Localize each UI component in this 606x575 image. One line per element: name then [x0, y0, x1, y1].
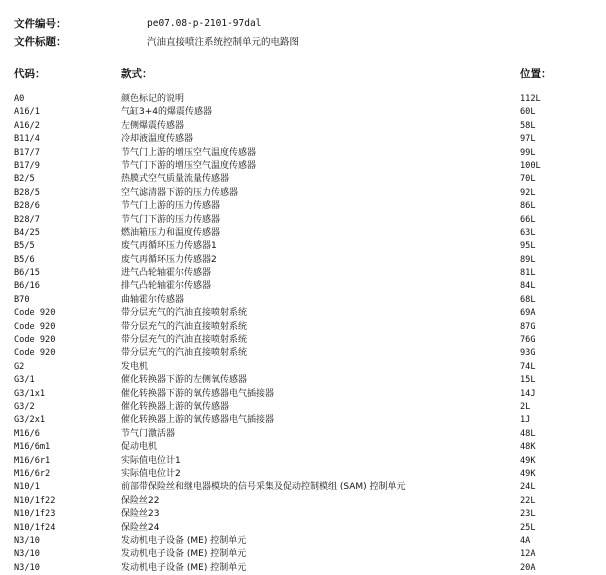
component-description: 左侧爆震传感器 — [121, 120, 185, 131]
component-description: 促动电机 — [121, 442, 158, 453]
component-code: M16/6r2 — [14, 468, 51, 479]
component-code: B70 — [14, 294, 30, 305]
component-position: 24L — [520, 482, 536, 493]
component-position: 1J — [520, 415, 531, 426]
component-code: B28/7 — [14, 214, 40, 225]
component-code: G2 — [14, 361, 25, 372]
component-position: 93G — [520, 348, 536, 359]
list-item — [14, 200, 606, 213]
list-item — [14, 548, 606, 561]
list-item — [14, 508, 606, 521]
component-description: 催化转换器下游的左侧氧传感器 — [121, 375, 248, 386]
list-item — [14, 187, 606, 200]
list-item — [14, 227, 606, 240]
component-position: 92L — [520, 187, 536, 198]
component-code: Code 920 — [14, 348, 56, 359]
component-position: 95L — [520, 241, 536, 252]
component-position: 86L — [520, 201, 536, 212]
component-position: 99L — [520, 147, 536, 158]
component-position: 48L — [520, 428, 536, 439]
component-description: 排气凸轮轴霍尔传感器 — [121, 281, 212, 292]
component-position: 49K — [520, 455, 536, 466]
component-code: A16/2 — [14, 120, 40, 131]
column-header-pos: 位置： — [520, 68, 552, 80]
component-description: 催化转换器上游的氧传感器电气插接器 — [121, 415, 275, 426]
component-description: 空气滤清器下游的压力传感器 — [121, 187, 239, 198]
component-description: 节气门激活器 — [121, 428, 176, 439]
component-description: 颜色标记的说明 — [121, 94, 185, 104]
component-position: 48K — [520, 442, 536, 453]
component-position: 14J — [520, 388, 536, 399]
component-position: 87G — [520, 321, 536, 332]
column-header-code: 代码： — [14, 68, 46, 80]
doc-number-value: pe07.08-p-2101-97dal — [147, 17, 262, 29]
list-item — [14, 147, 606, 160]
list-item — [14, 347, 606, 360]
component-description: 前部带保险丝和继电器模块的信号采集及促动控制模组 (SAM) 控制单元 — [121, 482, 406, 493]
component-position: 81L — [520, 268, 536, 279]
list-item — [14, 562, 606, 575]
component-position: 20A — [520, 562, 536, 573]
component-position: 97L — [520, 134, 536, 145]
component-list — [14, 93, 606, 575]
component-description: 带分层充气的汽油直接喷射系统 — [121, 335, 248, 346]
component-position: 84L — [520, 281, 536, 292]
component-code: B6/15 — [14, 268, 40, 279]
list-item — [14, 294, 606, 307]
doc-title-value: 汽油直接喷注系统控制单元的电路图 — [147, 37, 300, 48]
component-code: N10/1 — [14, 482, 40, 493]
component-code: B5/6 — [14, 254, 35, 265]
list-item — [14, 254, 606, 267]
component-code: B11/4 — [14, 134, 40, 145]
doc-number-row — [14, 14, 299, 32]
component-code: G3/2 — [14, 401, 35, 412]
component-position: 4A — [520, 535, 531, 546]
component-position: 76G — [520, 335, 536, 346]
component-description: 保险丝24 — [121, 522, 160, 533]
component-code: M16/6 — [14, 428, 40, 439]
component-description: 发动机电子设备 (ME) 控制单元 — [121, 535, 247, 546]
component-code: G3/2x1 — [14, 415, 46, 426]
component-description: 催化转换器下游的氧传感器电气插接器 — [121, 388, 275, 399]
list-item — [14, 401, 606, 414]
doc-number-label: 文件编号： — [14, 17, 67, 30]
component-description: 节气门下游的压力传感器 — [121, 214, 221, 225]
component-position: 100L — [520, 160, 541, 171]
list-item — [14, 280, 606, 293]
list-item — [14, 388, 606, 401]
list-item — [14, 455, 606, 468]
component-description: 节气门上游的压力传感器 — [121, 201, 221, 212]
component-description: 冷却液温度传感器 — [121, 134, 194, 145]
component-code: B2/5 — [14, 174, 35, 185]
component-description: 发动机电子设备 (ME) 控制单元 — [121, 549, 247, 560]
component-position: 23L — [520, 509, 536, 520]
list-item — [14, 240, 606, 253]
component-position: 60L — [520, 107, 536, 118]
list-item — [14, 173, 606, 186]
component-code: B4/25 — [14, 227, 40, 238]
list-item — [14, 414, 606, 427]
component-description: 废气再循环压力传感器2 — [121, 254, 217, 265]
component-description: 进气凸轮轴霍尔传感器 — [121, 268, 212, 279]
list-item — [14, 481, 606, 494]
component-position: 25L — [520, 522, 536, 533]
list-item — [14, 267, 606, 280]
list-item — [14, 160, 606, 173]
component-description: 曲轴霍尔传感器 — [121, 294, 185, 305]
component-code: N3/10 — [14, 549, 40, 560]
component-code: A0 — [14, 94, 25, 104]
list-item — [14, 428, 606, 441]
component-code: N10/1f22 — [14, 495, 56, 506]
list-item — [14, 535, 606, 548]
component-position: 74L — [520, 361, 536, 372]
component-code: B17/9 — [14, 160, 40, 171]
component-position: 22L — [520, 495, 536, 506]
component-description: 带分层充气的汽油直接喷射系统 — [121, 308, 248, 319]
column-header-desc: 款式： — [121, 68, 153, 80]
component-code: G3/1x1 — [14, 388, 46, 399]
component-position: 12A — [520, 549, 536, 560]
component-position: 49K — [520, 468, 536, 479]
component-code: G3/1 — [14, 375, 35, 386]
component-description: 保险丝22 — [121, 495, 160, 506]
list-item — [14, 522, 606, 535]
component-description: 实际值电位计1 — [121, 455, 181, 466]
component-code: B28/5 — [14, 187, 40, 198]
component-position: 66L — [520, 214, 536, 225]
list-item — [14, 374, 606, 387]
component-position: 15L — [520, 375, 536, 386]
component-description: 节气门下游的增压空气温度传感器 — [121, 160, 257, 171]
document-meta — [14, 14, 299, 50]
component-position: 69A — [520, 308, 536, 319]
component-description: 带分层充气的汽油直接喷射系统 — [121, 348, 248, 359]
component-description: 废气再循环压力传感器1 — [121, 241, 217, 252]
component-code: N3/10 — [14, 535, 40, 546]
list-item — [14, 495, 606, 508]
component-description: 催化转换器上游的氧传感器 — [121, 401, 230, 412]
doc-title-row — [14, 32, 299, 50]
component-description: 发电机 — [121, 361, 149, 372]
list-item — [14, 307, 606, 320]
component-code: Code 920 — [14, 308, 56, 319]
component-description: 实际值电位计2 — [121, 468, 181, 479]
component-code: B17/7 — [14, 147, 40, 158]
list-item — [14, 133, 606, 146]
component-code: M16/6r1 — [14, 455, 51, 466]
component-code: B6/16 — [14, 281, 40, 292]
component-position: 112L — [520, 94, 541, 104]
list-item — [14, 93, 606, 106]
component-position: 2L — [520, 401, 531, 412]
component-code: B28/6 — [14, 201, 40, 212]
list-item — [14, 468, 606, 481]
column-headers — [14, 66, 606, 82]
component-description: 发动机电子设备 (ME) 控制单元 — [121, 562, 247, 573]
list-item — [14, 334, 606, 347]
component-position: 89L — [520, 254, 536, 265]
component-code: N10/1f23 — [14, 509, 56, 520]
list-item — [14, 106, 606, 119]
component-description: 燃油箱压力和温度传感器 — [121, 227, 221, 238]
component-code: A16/1 — [14, 107, 40, 118]
component-code: B5/5 — [14, 241, 35, 252]
list-item — [14, 120, 606, 133]
component-code: M16/6m1 — [14, 442, 51, 453]
component-description: 保险丝23 — [121, 509, 160, 520]
list-item — [14, 361, 606, 374]
component-position: 63L — [520, 227, 536, 238]
list-item — [14, 214, 606, 227]
component-position: 70L — [520, 174, 536, 185]
component-description: 气缸3+4的爆震传感器 — [121, 107, 212, 118]
component-code: Code 920 — [14, 321, 56, 332]
component-code: Code 920 — [14, 335, 56, 346]
component-position: 68L — [520, 294, 536, 305]
component-description: 带分层充气的汽油直接喷射系统 — [121, 321, 248, 332]
list-item — [14, 441, 606, 454]
component-position: 58L — [520, 120, 536, 131]
list-item — [14, 321, 606, 334]
doc-title-label: 文件标题： — [14, 35, 67, 48]
component-code: N10/1f24 — [14, 522, 56, 533]
component-code: N3/10 — [14, 562, 40, 573]
component-description: 节气门上游的增压空气温度传感器 — [121, 147, 257, 158]
component-description: 热膜式空气质量流量传感器 — [121, 174, 230, 185]
